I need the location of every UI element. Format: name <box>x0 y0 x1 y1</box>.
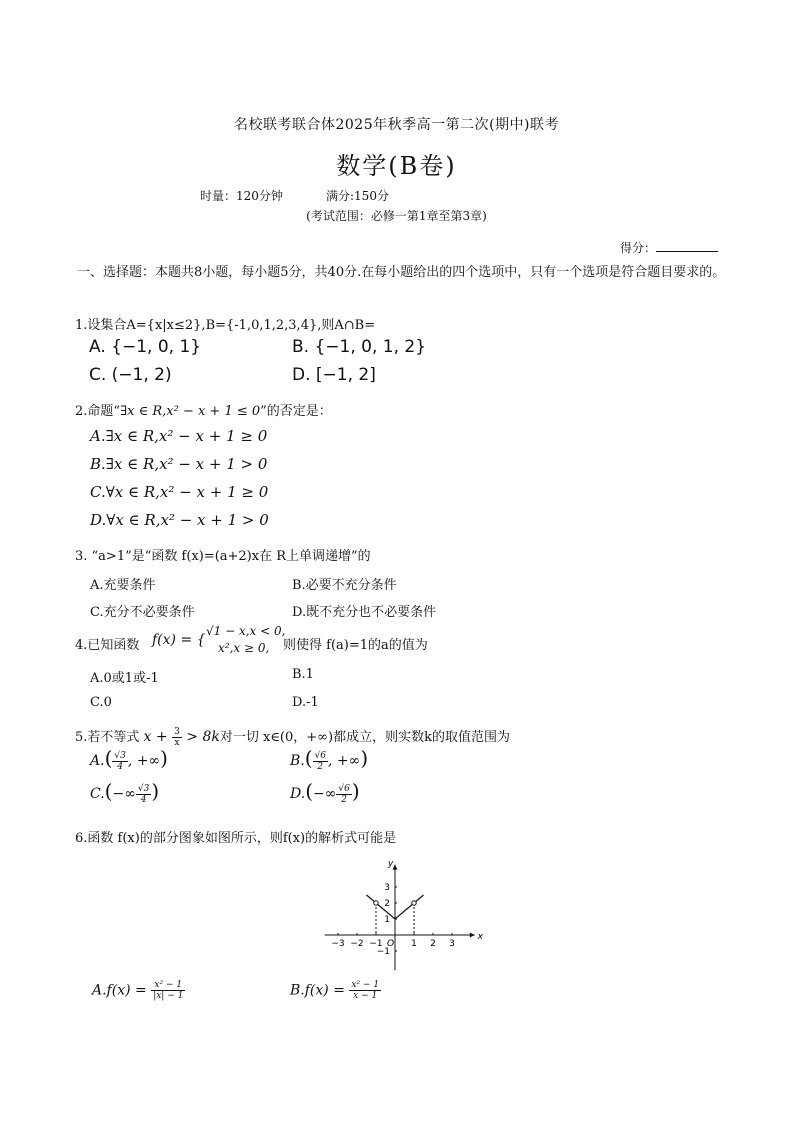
question-1-stem: 1.设集合A={x|x≤2},B={-1,0,1,2,3,4},则A∩B= <box>75 318 376 333</box>
frac-num: √3 <box>114 750 126 761</box>
option-tail: , +∞ <box>127 753 161 769</box>
question-4-option-c: C.0 <box>90 695 112 710</box>
frac-den: 2 <box>317 761 324 772</box>
frac-num: √6 <box>338 783 350 794</box>
question-4-case-1: √1 − x,x < 0, <box>206 624 286 638</box>
score-field[interactable] <box>620 239 718 256</box>
frac-den: 4 <box>140 794 147 805</box>
question-3-option-b: B.必要不充分条件 <box>292 578 397 593</box>
question-2-option-b: B.∃x ∈ R,x² − x + 1 > 0 <box>90 455 268 473</box>
y-tick-label: 3 <box>384 883 390 893</box>
option-fraction <box>313 751 328 772</box>
frac-den: 4 <box>117 761 123 772</box>
frac-den: 2 <box>341 794 347 805</box>
score-label: 得分： <box>620 241 657 255</box>
option-label: B. <box>290 753 305 769</box>
option-head: B.f(x) = <box>290 982 350 999</box>
exam-full-score: 满分:150分 <box>326 189 389 203</box>
frac-num: √6 <box>314 750 327 761</box>
question-5-fraction <box>172 727 182 748</box>
question-5-frac-den: x <box>174 738 180 748</box>
y-tick-label: 2 <box>384 899 390 909</box>
exam-time: 时量：120分钟 <box>200 189 283 203</box>
x-axis-arrow <box>470 933 475 938</box>
frac-den: |x| − 1 <box>153 991 184 1001</box>
question-1-option-b: B. {−1, 0, 1, 2} <box>292 337 427 357</box>
option-fraction <box>112 751 127 772</box>
question-6-stem: 6.函数 f(x)的部分图象如图所示，则f(x)的解析式可能是 <box>75 831 397 846</box>
question-2-stem <box>75 400 332 419</box>
question-6-option-a <box>92 980 185 1001</box>
option-label: D. <box>290 786 306 802</box>
question-2-stem-pre: 2.命题“ <box>75 404 121 419</box>
question-4-option-a: A.0或1或-1 <box>90 671 159 686</box>
option-fraction <box>336 784 351 805</box>
question-4-stem-pre: 4.已知函数 <box>75 638 140 653</box>
exam-header: 名校联考联合体2025年秋季高一第二次(期中)联考 <box>233 117 560 133</box>
x-axis-label: x <box>477 932 483 942</box>
exam-title: 数学(B卷) <box>336 152 457 180</box>
question-2-stem-math: ∃x ∈ R,x² − x + 1 ≤ 0 <box>120 404 261 419</box>
option-label: C. <box>90 786 105 802</box>
question-4-function-name: f(x) = { <box>152 632 206 648</box>
question-3-option-c: C.充分不必要条件 <box>90 605 195 620</box>
option-fraction <box>151 980 185 1001</box>
question-5-stem-post: 对一切 x∈(0，+∞)都成立，则实数k的取值范围为 <box>219 730 510 745</box>
option-head: A.f(x) = <box>92 982 152 999</box>
origin-label: O <box>387 939 395 949</box>
frac-num: x² − 1 <box>351 980 380 990</box>
y-tick-label: 1 <box>384 915 390 925</box>
frac-num: √3 <box>137 783 150 794</box>
option-fraction <box>136 784 151 805</box>
option-head: −∞ <box>313 786 337 802</box>
question-5-option-c: C.(−∞ $\frac{√3}{4}$ ) <box>90 779 160 805</box>
section-heading: 一、选择题：本题共8小题，每小题5分，共40分.在每小题给出的四个选项中，只有一个选项是符合题目要求的。 <box>77 265 726 280</box>
question-2-option-a: A.∃x ∈ R,x² − x + 1 ≥ 0 <box>90 427 268 445</box>
question-3-option-a: A.充要条件 <box>90 578 156 593</box>
open-point <box>374 901 378 905</box>
question-1-option-a: A. {−1, 0, 1} <box>89 337 202 357</box>
question-5-ineq-b: > 8k <box>181 729 220 745</box>
question-5-stem-pre: 5.若不等式 <box>75 730 144 745</box>
question-4-option-b: B.1 <box>292 667 314 682</box>
question-6-graph <box>310 840 485 975</box>
x-tick-label: −1 <box>369 939 383 949</box>
question-2-stem-post: ”的否定是： <box>260 404 332 419</box>
y-axis-label: y <box>388 859 394 870</box>
x-tick-label: −2 <box>350 939 364 949</box>
option-label: A. <box>90 753 105 769</box>
question-3-stem: 3. “a>1”是“函数 f(x)=(a+2)x在 R上单调递增”的 <box>75 549 371 564</box>
question-1-option-c: C. (−1, 2) <box>89 365 172 385</box>
question-5-option-b: B.( $\frac{√6}{2}$ , +∞) <box>290 746 369 772</box>
question-5-ineq-a: x + <box>143 729 173 745</box>
question-5-frac-num: 3 <box>174 727 180 737</box>
x-tick-label: 3 <box>449 939 455 949</box>
option-tail: , +∞ <box>328 753 361 769</box>
question-3-option-d: D.既不充分也不必要条件 <box>292 605 437 620</box>
question-4-option-d: D.-1 <box>292 695 319 710</box>
x-tick-label: −3 <box>331 939 345 949</box>
score-blank[interactable] <box>656 241 718 252</box>
x-tick-label: 2 <box>430 939 436 949</box>
frac-den: x − 1 <box>353 991 378 1001</box>
open-point <box>412 901 416 905</box>
question-6-option-b <box>290 980 381 1001</box>
question-4-stem-post: 则使得 f(a)=1的a的值为 <box>283 638 428 653</box>
exam-range: (考试范围：必修一第1章至第3章) <box>306 209 487 223</box>
question-2-option-c: C.∀x ∈ R,x² − x + 1 ≥ 0 <box>90 483 269 501</box>
graph-root <box>325 859 484 970</box>
option-head: −∞ <box>112 786 136 802</box>
question-5-stem <box>75 726 510 748</box>
question-4-case-2: x²,x ≥ 0, <box>218 641 270 655</box>
y-tick-label: −1 <box>376 947 390 957</box>
option-fraction <box>349 980 381 1001</box>
question-5-option-a: A.( $\frac{√3}{4}$ , +∞) <box>90 746 168 772</box>
frac-num: x² − 1 <box>151 980 185 991</box>
x-tick-label: 1 <box>411 939 417 949</box>
question-2-option-d: D.∀x ∈ R,x² − x + 1 > 0 <box>90 511 269 529</box>
question-5-option-d: D.(−∞ $\frac{√6}{2}$ ) <box>290 779 360 805</box>
question-1-option-d: D. [−1, 2] <box>292 365 376 385</box>
